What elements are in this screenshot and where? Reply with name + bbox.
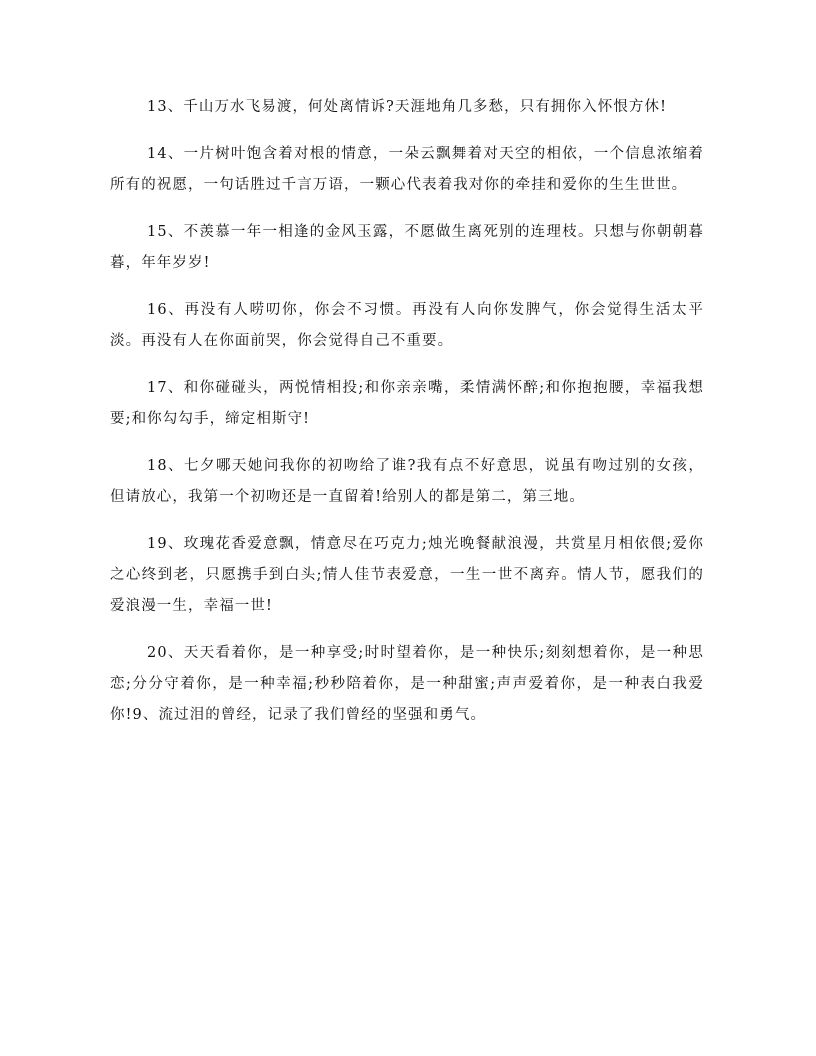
paragraph-17: 17、和你碰碰头，两悦情相投;和你亲亲嘴，柔情满怀醉;和你抱抱腰，幸福我想要;和你勾勾手，缔定相斯守! (110, 380, 704, 427)
document-body (110, 92, 704, 747)
paragraph-19: 19、玫瑰花香爱意飘，情意尽在巧克力;烛光晚餐献浪漫，共赏星月相依偎;爱你之心终到老，只愿携手到白头;情人佳节表爱意，一生一世不离弃。情人节，愿我们的爱浪漫一生，幸福一世! (110, 536, 704, 614)
paragraph-18: 18、七夕哪天她问我你的初吻给了谁?我有点不好意思，说虽有吻过别的女孩，但请放心，我第一个初吻还是一直留着!给别人的都是第二，第三地。 (110, 458, 704, 505)
paragraph-13: 13、千山万水飞易渡，何处离情诉?天涯地角几多愁，只有拥你入怀恨方休! (147, 99, 668, 115)
paragraph-14: 14、一片树叶饱含着对根的情意，一朵云飘舞着对天空的相依，一个信息浓缩着所有的祝愿，一句话胜过千言万语，一颗心代表着我对你的牵挂和爱你的生生世世。 (110, 146, 704, 193)
paragraph-20: 20、天天看着你，是一种享受;时时望着你，是一种快乐;刻刻想着你，是一种思恋;分分守着你，是一种幸福;秒秒陪着你，是一种甜蜜;声声爱着你，是一种表白我爱你!9、流过泪的曾经，记录了我们曾经的坚强和勇气。 (110, 645, 704, 723)
paragraph-15: 15、不羡慕一年一相逢的金风玉露，不愿做生离死别的连理枝。只想与你朝朝暮暮，年年岁岁! (110, 224, 704, 271)
paragraph-16: 16、再没有人唠叨你，你会不习惯。再没有人向你发脾气，你会觉得生活太平淡。再没有人在你面前哭，你会觉得自己不重要。 (110, 302, 704, 349)
